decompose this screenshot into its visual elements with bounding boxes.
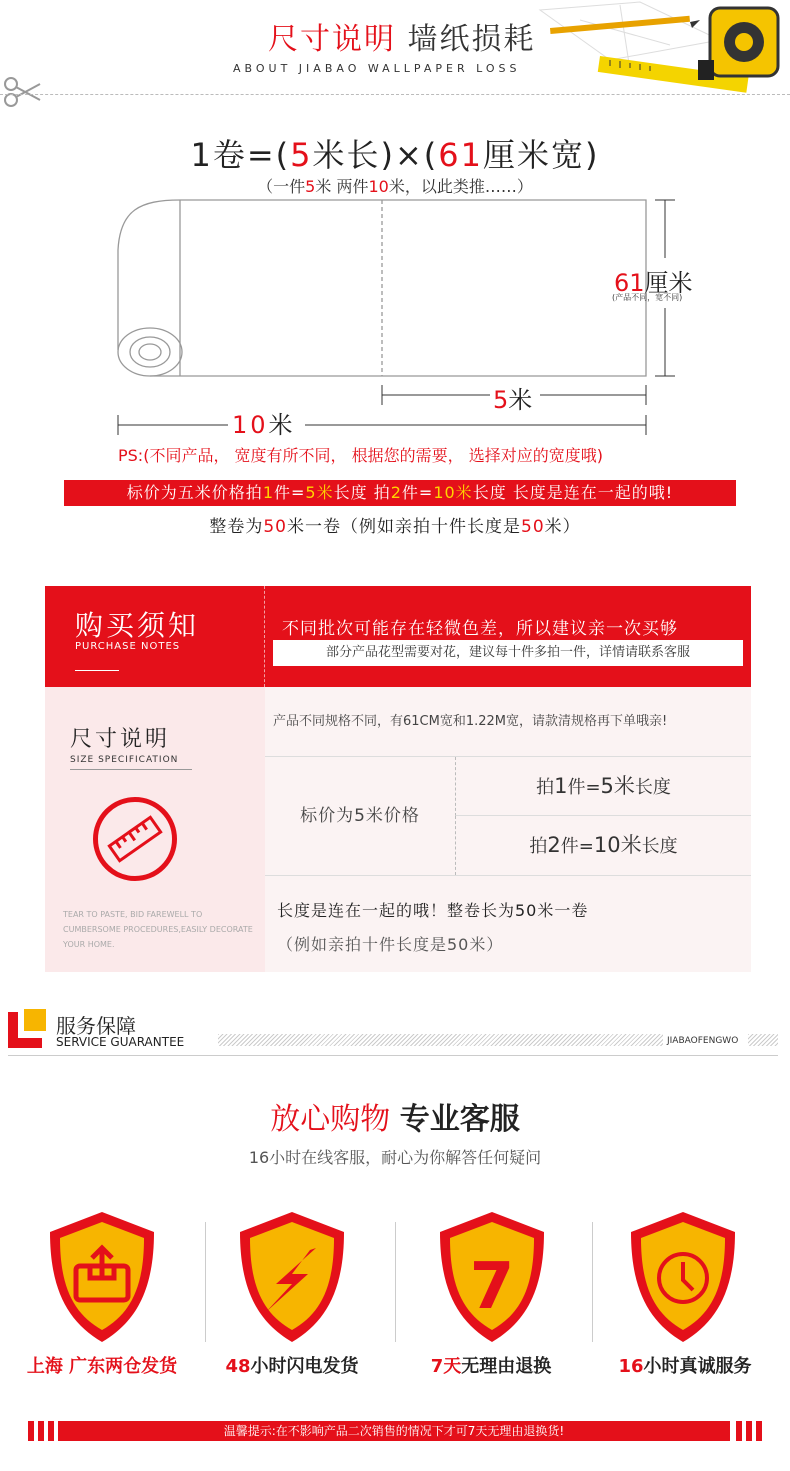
badge-label-shipping: 48小时闪电发货 <box>225 1356 359 1377</box>
length-note-line2: （例如亲拍十件长度是50米） <box>277 935 504 954</box>
service-subtitle: SERVICE GUARANTEE <box>56 1035 185 1049</box>
page-title <box>268 14 536 58</box>
service-logo <box>8 1038 42 1048</box>
service-slogan-sub: 16小时在线客服，耐心为你解答任何疑问 <box>248 1148 542 1167</box>
width-note: (产品不同，宽不同) <box>612 293 683 302</box>
badge-label-return: 7天无理由退换 <box>430 1356 552 1377</box>
service-title: 服务保障 <box>56 1014 136 1038</box>
divider <box>70 769 192 770</box>
color-difference-note: 不同批次可能存在轻微色差，所以建议亲一次买够 <box>282 619 678 639</box>
stripe <box>28 1421 34 1441</box>
one-piece-row: 拍1件=5米长度 <box>455 757 751 816</box>
size-subtitle: SIZE SPECIFICATION <box>70 755 179 765</box>
scissors-icon <box>2 74 42 110</box>
divider <box>395 1222 396 1342</box>
pattern-match-note: 部分产品花型需要对花，建议每十件多拍一件，详情请联系客服 <box>273 640 743 666</box>
ten-meter-label: 10米 <box>232 411 296 439</box>
whole-roll-note: 整卷为50米一卷（例如亲拍十件长度是50米） <box>209 517 581 537</box>
divider <box>205 1222 206 1342</box>
purchase-notes-title: 购买须知 <box>75 609 200 642</box>
service-slogan: 放心购物 专业客服 <box>270 1102 520 1137</box>
tear-to-paste-text: TEAR TO PASTE, BID FAREWELL TO CUMBERSOME PROCEDURES,EASILY DECORATE YOUR HOME. <box>63 910 253 949</box>
size-spec-table <box>45 687 751 972</box>
stripe <box>38 1421 44 1441</box>
wallpaper-roll-diagram <box>110 190 710 440</box>
price-banner: 标价为五米价格拍1件=5米长度 拍2件=10米长度 长度是连在一起的哦! <box>64 480 736 506</box>
brand-label: JIABAOFENGWO <box>667 1036 739 1046</box>
lightning-icon <box>236 1210 348 1345</box>
divider <box>75 670 119 671</box>
badge-label-service: 16小时真诚服务 <box>618 1356 752 1377</box>
footer-tip: 温馨提示:在不影响产品二次销售的情况下才可7天无理由退换货! <box>58 1421 730 1441</box>
size-spec-left <box>45 687 265 972</box>
badge-label-warehouse: 上海 广东两仓发货 <box>26 1356 178 1377</box>
stripe <box>746 1421 752 1441</box>
purchase-notes-subtitle: PURCHASE NOTES <box>75 641 181 652</box>
length-note <box>265 875 751 972</box>
spec-note: 产品不同规格不同，有61CM宽和1.22M宽，请款清规格再下单哦亲! <box>265 687 751 757</box>
stripe <box>736 1421 742 1441</box>
hatch-divider <box>218 1034 663 1046</box>
width-label: 61厘米 <box>614 269 693 297</box>
size-title: 尺寸说明 <box>70 727 171 752</box>
service-logo <box>24 1009 46 1031</box>
seven-icon <box>436 1210 548 1345</box>
hatch-divider <box>748 1034 778 1046</box>
divider <box>592 1222 593 1342</box>
clock-icon <box>627 1210 739 1345</box>
page-subtitle: ABOUT JIABAO WALLPAPER LOSS <box>233 62 521 75</box>
price-label: 标价为5米价格 <box>300 806 420 826</box>
purchase-notes-title-block <box>45 586 265 687</box>
title-red: 尺寸说明 <box>268 22 396 57</box>
cut-line <box>0 94 790 95</box>
warehouse-icon <box>46 1210 158 1345</box>
five-meter-label: 5米 <box>493 386 533 414</box>
ps-note: PS:(不同产品， 宽度有所不同， 根据您的需要， 选择对应的宽度哦) <box>118 446 603 465</box>
stripe <box>756 1421 762 1441</box>
tape-measure-icon <box>520 0 790 95</box>
roll-formula: 1卷=(5米长)×(61厘米宽) <box>190 136 600 174</box>
seven-glyph: 7 <box>469 1250 515 1324</box>
two-piece-row: 拍2件=10米长度 <box>455 816 751 875</box>
stripe <box>48 1421 54 1441</box>
purchase-notes-header <box>45 586 751 687</box>
ruler-icon <box>93 797 177 881</box>
formula-note: （一件5米 两件10米，以此类推……） <box>257 177 533 196</box>
length-note-line1: 长度是连在一起的哦！整卷长为50米一卷 <box>277 901 589 920</box>
divider <box>8 1055 778 1056</box>
title-black: 墙纸损耗 <box>407 22 536 57</box>
